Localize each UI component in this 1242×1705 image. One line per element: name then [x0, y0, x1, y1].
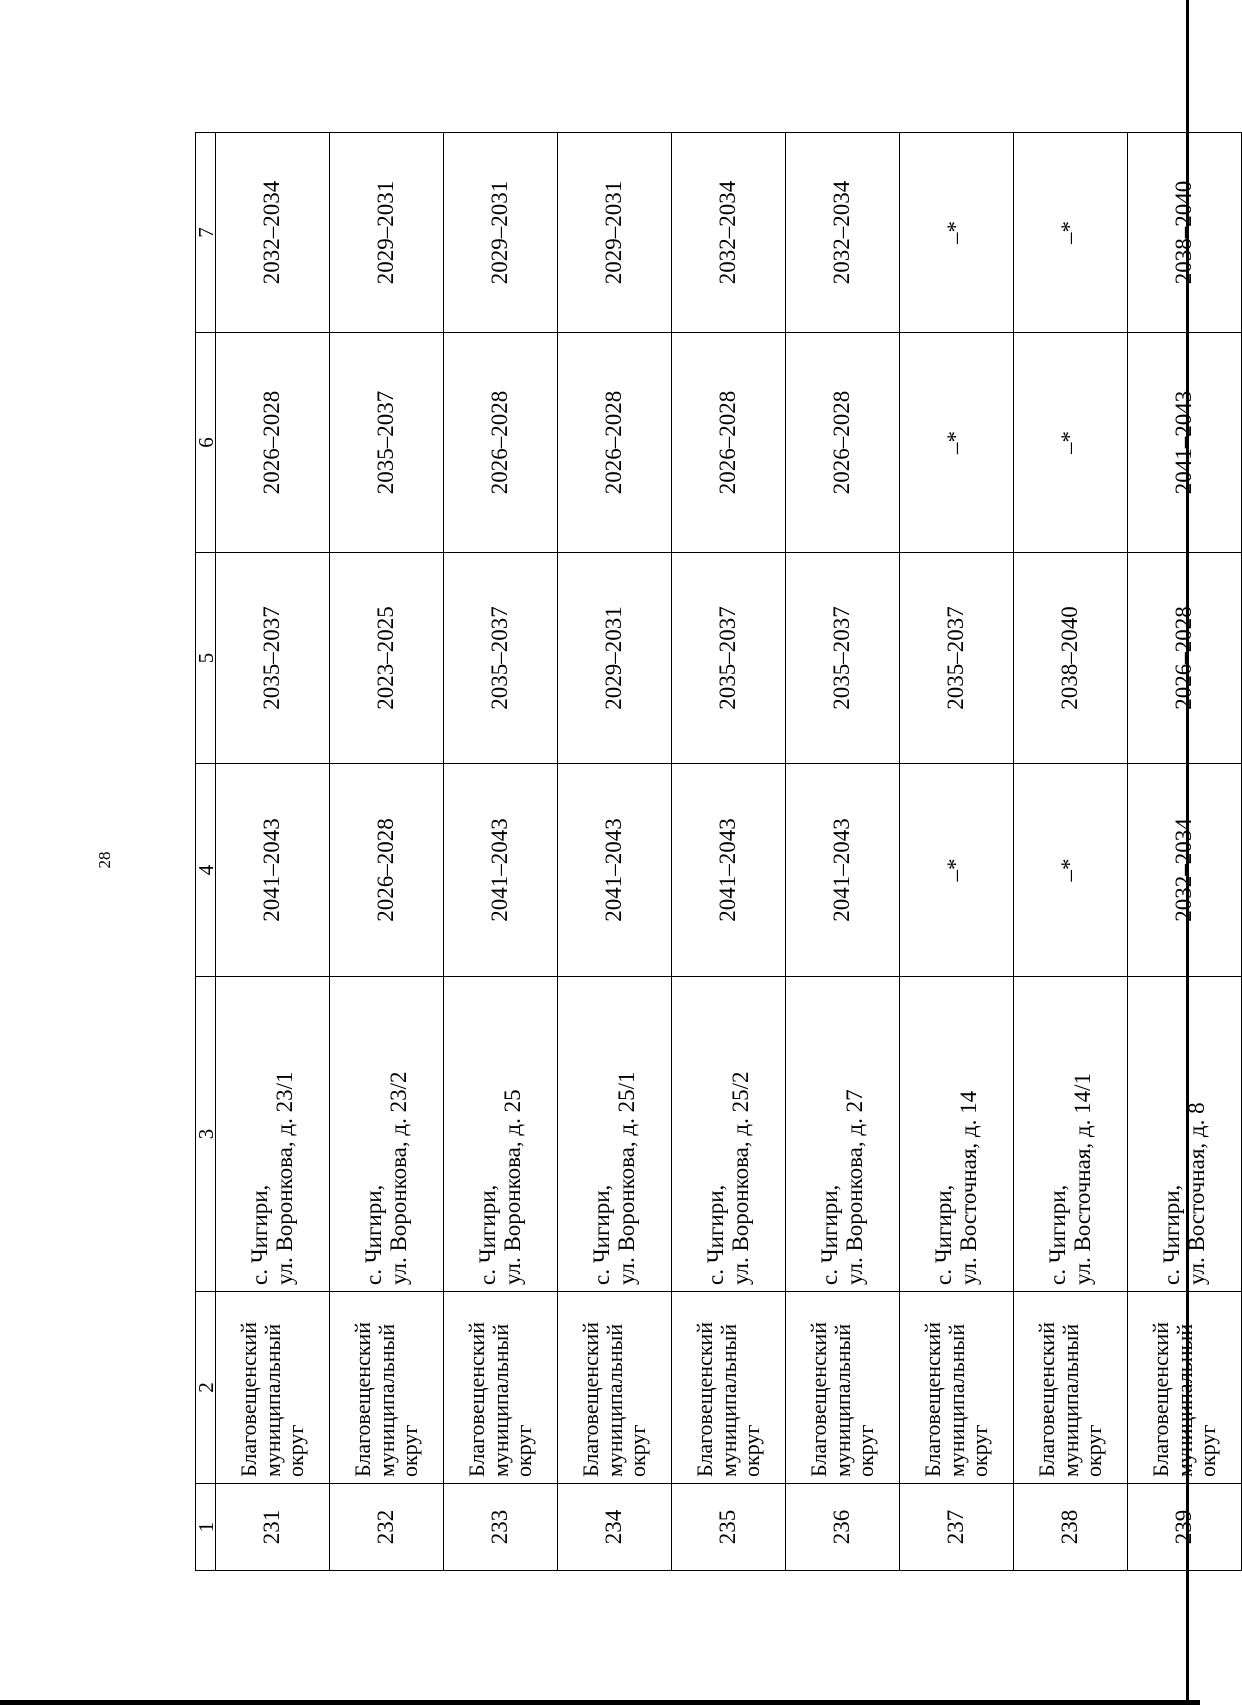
- district-line: муниципальный: [1171, 1323, 1197, 1477]
- address-line: ул. Воронкова, д. 25/1: [613, 1071, 639, 1285]
- district-line: Благовещенский: [577, 1321, 603, 1477]
- row-number-cell: 237: [900, 1484, 1014, 1571]
- column-number-row: [196, 133, 216, 1571]
- district-line: муниципальный: [373, 1323, 399, 1477]
- period-cell-c6: 2026–2028: [786, 333, 900, 553]
- row-number-cell: 238: [1014, 1484, 1128, 1571]
- address-line: ул. Воронкова, д. 23/2: [385, 1071, 411, 1285]
- address-line: ул. Восточная, д. 14/1: [1069, 1073, 1095, 1285]
- row-number-cell: 236: [786, 1484, 900, 1571]
- address-line: ул. Восточная, д. 14: [955, 1090, 981, 1285]
- table-row: [558, 133, 672, 1571]
- district-line: округ: [853, 1424, 879, 1477]
- district-line: муниципальный: [259, 1323, 285, 1477]
- address-line: ул. Воронкова, д. 25: [499, 1089, 525, 1285]
- table-row: [1014, 133, 1128, 1571]
- period-cell-c4: 2041–2043: [786, 764, 900, 977]
- column-header: 4: [196, 764, 216, 977]
- period-cell-c7: 2032–2034: [786, 133, 900, 333]
- address-line: ул. Воронкова, д. 25/2: [727, 1071, 753, 1285]
- period-cell-c6: 2026–2028: [216, 333, 330, 553]
- period-cell-c6: 2026–2028: [558, 333, 672, 553]
- table-row: [900, 133, 1014, 1571]
- district-line: округ: [1081, 1424, 1107, 1477]
- table-row: [786, 133, 900, 1571]
- period-cell-c7: 2032–2034: [216, 133, 330, 333]
- address-line: ул. Восточная, д. 8: [1183, 1102, 1209, 1285]
- address-cell: [1014, 977, 1128, 1292]
- period-cell-c5: 2023–2025: [330, 553, 444, 764]
- period-cell-c5: 2035–2037: [216, 553, 330, 764]
- table-row: [330, 133, 444, 1571]
- district-line: муниципальный: [1057, 1323, 1083, 1477]
- period-cell-c4: 2041–2043: [672, 764, 786, 977]
- district-line: муниципальный: [943, 1323, 969, 1477]
- column-header: 3: [196, 977, 216, 1292]
- district-line: округ: [1195, 1424, 1221, 1477]
- address-cell: [558, 977, 672, 1292]
- address-cell: [444, 977, 558, 1292]
- period-cell-c7: –*: [900, 133, 1014, 333]
- period-cell-c5: 2035–2037: [672, 553, 786, 764]
- period-cell-c7: 2032–2034: [672, 133, 786, 333]
- district-line: муниципальный: [829, 1323, 855, 1477]
- period-cell-c6: 2026–2028: [672, 333, 786, 553]
- district-line: муниципальный: [601, 1323, 627, 1477]
- period-cell-c4: 2041–2043: [444, 764, 558, 977]
- column-header: 2: [196, 1292, 216, 1484]
- district-line: Благовещенский: [1033, 1321, 1059, 1477]
- period-cell-c7: 2029–2031: [330, 133, 444, 333]
- district-line: округ: [625, 1424, 651, 1477]
- row-number-cell: 239: [1128, 1484, 1242, 1571]
- district-line: Благовещенский: [1147, 1321, 1173, 1477]
- address-line: с. Чигири,: [360, 1184, 386, 1285]
- district-line: Благовещенский: [805, 1321, 831, 1477]
- address-line: с. Чигири,: [474, 1184, 500, 1285]
- district-line: округ: [397, 1424, 423, 1477]
- address-line: с. Чигири,: [1158, 1184, 1184, 1285]
- period-cell-c7: 2029–2031: [444, 133, 558, 333]
- period-cell-c5: 2029–2031: [558, 553, 672, 764]
- district-cell: [786, 1292, 900, 1484]
- district-line: округ: [511, 1424, 537, 1477]
- district-line: муниципальный: [487, 1323, 513, 1477]
- address-line: ул. Воронкова, д. 27: [841, 1089, 867, 1285]
- period-cell-c6: 2035–2037: [330, 333, 444, 553]
- period-cell-c6: 2026–2028: [444, 333, 558, 553]
- column-header: 1: [196, 1484, 216, 1571]
- district-cell: [216, 1292, 330, 1484]
- address-cell: [786, 977, 900, 1292]
- district-cell: [558, 1292, 672, 1484]
- period-cell-c6: –*: [900, 333, 1014, 553]
- district-line: округ: [739, 1424, 765, 1477]
- scan-edge-bottom: [0, 1700, 1200, 1705]
- district-line: округ: [967, 1424, 993, 1477]
- address-line: с. Чигири,: [588, 1184, 614, 1285]
- period-cell-c6: 2041–2043: [1128, 333, 1242, 553]
- address-line: с. Чигири,: [1044, 1184, 1070, 1285]
- address-cell: [330, 977, 444, 1292]
- district-cell: [900, 1292, 1014, 1484]
- row-number-cell: 232: [330, 1484, 444, 1571]
- address-line: ул. Воронкова, д. 23/1: [271, 1071, 297, 1285]
- housing-repair-schedule-table: [195, 132, 1242, 1571]
- period-cell-c4: –*: [1014, 764, 1128, 977]
- period-cell-c4: 2041–2043: [216, 764, 330, 977]
- period-cell-c7: 2038–2040: [1128, 133, 1242, 333]
- period-cell-c5: 2035–2037: [786, 553, 900, 764]
- district-cell: [444, 1292, 558, 1484]
- period-cell-c5: 2038–2040: [1014, 553, 1128, 764]
- address-cell: [216, 977, 330, 1292]
- rotated-table-container: [193, 133, 1221, 1571]
- period-cell-c5: 2026–2028: [1128, 553, 1242, 764]
- period-cell-c4: 2041–2043: [558, 764, 672, 977]
- period-cell-c4: 2026–2028: [330, 764, 444, 977]
- district-line: Благовещенский: [349, 1321, 375, 1477]
- period-cell-c4: 2032–2034: [1128, 764, 1242, 977]
- district-line: муниципальный: [715, 1323, 741, 1477]
- address-line: с. Чигири,: [816, 1184, 842, 1285]
- district-line: округ: [283, 1424, 309, 1477]
- district-cell: [672, 1292, 786, 1484]
- column-header: 7: [196, 133, 216, 333]
- table-frame: [193, 133, 1221, 1571]
- district-cell: [330, 1292, 444, 1484]
- address-line: с. Чигири,: [246, 1184, 272, 1285]
- row-number-cell: 234: [558, 1484, 672, 1571]
- address-cell: [900, 977, 1014, 1292]
- table-row: [216, 133, 330, 1571]
- district-line: Благовещенский: [235, 1321, 261, 1477]
- column-header: 5: [196, 553, 216, 764]
- table-row: [672, 133, 786, 1571]
- address-line: с. Чигири,: [930, 1184, 956, 1285]
- district-line: Благовещенский: [463, 1321, 489, 1477]
- period-cell-c6: –*: [1014, 333, 1128, 553]
- column-header: 6: [196, 333, 216, 553]
- address-cell: [1128, 977, 1242, 1292]
- address-cell: [672, 977, 786, 1292]
- district-cell: [1128, 1292, 1242, 1484]
- period-cell-c5: 2035–2037: [900, 553, 1014, 764]
- table-row: [1128, 133, 1242, 1571]
- period-cell-c5: 2035–2037: [444, 553, 558, 764]
- period-cell-c7: –*: [1014, 133, 1128, 333]
- period-cell-c7: 2029–2031: [558, 133, 672, 333]
- period-cell-c4: –*: [900, 764, 1014, 977]
- district-line: Благовещенский: [919, 1321, 945, 1477]
- table-row: [444, 133, 558, 1571]
- row-number-cell: 231: [216, 1484, 330, 1571]
- row-number-cell: 235: [672, 1484, 786, 1571]
- district-line: Благовещенский: [691, 1321, 717, 1477]
- page-number: 28: [95, 851, 114, 869]
- district-cell: [1014, 1292, 1128, 1484]
- row-number-cell: 233: [444, 1484, 558, 1571]
- address-line: с. Чигири,: [702, 1184, 728, 1285]
